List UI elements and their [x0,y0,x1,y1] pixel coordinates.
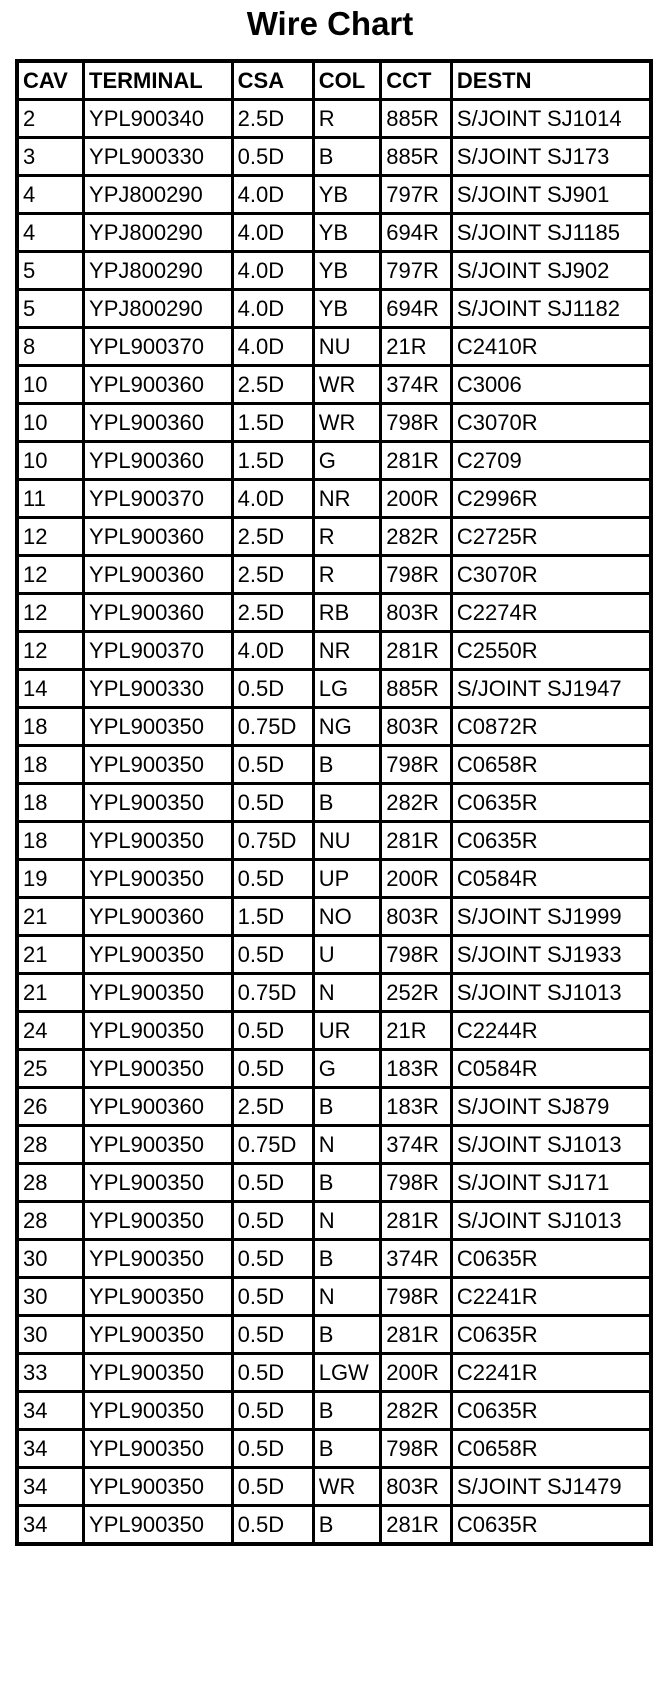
cct-cell: 803R [381,1468,452,1506]
col-cell: R [313,100,381,138]
destn-cell: C3006 [451,366,651,404]
col-cell: WR [313,1468,381,1506]
table-row [17,1012,651,1050]
cav-cell: 18 [17,746,84,784]
cav-cell: 11 [17,480,84,518]
destn-cell: C0658R [451,1430,651,1468]
terminal-cell: YPL900350 [84,860,233,898]
cct-cell: 183R [381,1088,452,1126]
destn-cell: S/JOINT SJ1182 [451,290,651,328]
csa-cell: 0.5D [232,1202,313,1240]
col-cell: YB [313,214,381,252]
col-cell: WR [313,404,381,442]
cct-cell: 885R [381,100,452,138]
terminal-cell: YPL900350 [84,708,233,746]
csa-cell: 0.5D [232,1354,313,1392]
terminal-cell: YPL900360 [84,518,233,556]
cav-cell: 28 [17,1202,84,1240]
terminal-cell: YPL900370 [84,632,233,670]
col-cell: LG [313,670,381,708]
destn-cell: C0635R [451,1506,651,1545]
destn-cell: S/JOINT SJ1013 [451,1126,651,1164]
col-cell: UR [313,1012,381,1050]
csa-cell: 0.5D [232,1316,313,1354]
csa-cell: 0.5D [232,670,313,708]
destn-cell: C2709 [451,442,651,480]
cav-cell: 33 [17,1354,84,1392]
csa-cell: 4.0D [232,176,313,214]
destn-cell: C2410R [451,328,651,366]
csa-cell: 0.5D [232,746,313,784]
terminal-cell: YPL900350 [84,1430,233,1468]
cct-cell: 282R [381,1392,452,1430]
col-cell: NU [313,328,381,366]
terminal-cell: YPL900350 [84,1050,233,1088]
csa-cell: 0.5D [232,1278,313,1316]
csa-cell: 0.5D [232,1506,313,1545]
table-row [17,556,651,594]
cct-cell: 200R [381,1354,452,1392]
terminal-cell: YPJ800290 [84,176,233,214]
cct-cell: 885R [381,138,452,176]
cav-cell: 19 [17,860,84,898]
destn-cell: S/JOINT SJ1013 [451,974,651,1012]
col-cell: WR [313,366,381,404]
col-cell: R [313,518,381,556]
csa-cell: 4.0D [232,252,313,290]
table-body [17,100,651,1545]
col-cell: N [313,1202,381,1240]
csa-cell: 0.5D [232,936,313,974]
csa-cell: 0.5D [232,1240,313,1278]
cct-cell: 797R [381,176,452,214]
csa-cell: 1.5D [232,442,313,480]
csa-cell: 2.5D [232,518,313,556]
table-row [17,366,651,404]
destn-cell: C0584R [451,860,651,898]
cct-cell: 803R [381,708,452,746]
table-row [17,1316,651,1354]
destn-cell: C2550R [451,632,651,670]
destn-cell: C0872R [451,708,651,746]
column-header-cct: CCT [381,61,452,100]
terminal-cell: YPL900350 [84,1354,233,1392]
destn-cell: S/JOINT SJ1185 [451,214,651,252]
cav-cell: 5 [17,290,84,328]
col-cell: NR [313,632,381,670]
terminal-cell: YPJ800290 [84,252,233,290]
csa-cell: 0.5D [232,784,313,822]
terminal-cell: YPL900350 [84,936,233,974]
cav-cell: 28 [17,1126,84,1164]
cct-cell: 183R [381,1050,452,1088]
destn-cell: S/JOINT SJ1999 [451,898,651,936]
table-row [17,822,651,860]
csa-cell: 2.5D [232,1088,313,1126]
col-cell: YB [313,252,381,290]
col-cell: NU [313,822,381,860]
cct-cell: 885R [381,670,452,708]
csa-cell: 4.0D [232,290,313,328]
destn-cell: S/JOINT SJ902 [451,252,651,290]
cct-cell: 374R [381,366,452,404]
column-header-cav: CAV [17,61,84,100]
col-cell: B [313,784,381,822]
table-row [17,1088,651,1126]
col-cell: LGW [313,1354,381,1392]
csa-cell: 0.5D [232,1050,313,1088]
cct-cell: 282R [381,518,452,556]
csa-cell: 4.0D [232,214,313,252]
cct-cell: 797R [381,252,452,290]
csa-cell: 2.5D [232,556,313,594]
destn-cell: C2274R [451,594,651,632]
col-cell: B [313,138,381,176]
table-row [17,1392,651,1430]
col-cell: B [313,1240,381,1278]
csa-cell: 4.0D [232,480,313,518]
cav-cell: 14 [17,670,84,708]
destn-cell: C0635R [451,1240,651,1278]
cct-cell: 21R [381,1012,452,1050]
table-row [17,214,651,252]
terminal-cell: YPL900330 [84,138,233,176]
cav-cell: 12 [17,632,84,670]
csa-cell: 2.5D [232,594,313,632]
col-cell: N [313,1126,381,1164]
cct-cell: 694R [381,290,452,328]
table-row [17,1202,651,1240]
column-header-csa: CSA [232,61,313,100]
cav-cell: 12 [17,556,84,594]
column-header-destn: DESTN [451,61,651,100]
csa-cell: 0.75D [232,708,313,746]
cct-cell: 281R [381,1316,452,1354]
table-row [17,974,651,1012]
cct-cell: 252R [381,974,452,1012]
table-row [17,784,651,822]
cav-cell: 3 [17,138,84,176]
col-cell: B [313,1392,381,1430]
destn-cell: C2725R [451,518,651,556]
terminal-cell: YPL900360 [84,366,233,404]
table-row [17,138,651,176]
cct-cell: 798R [381,1278,452,1316]
destn-cell: C2241R [451,1354,651,1392]
terminal-cell: YPL900360 [84,594,233,632]
column-header-terminal: TERMINAL [84,61,233,100]
cav-cell: 18 [17,784,84,822]
csa-cell: 0.5D [232,1430,313,1468]
cct-cell: 281R [381,442,452,480]
csa-cell: 0.5D [232,1468,313,1506]
destn-cell: S/JOINT SJ171 [451,1164,651,1202]
destn-cell: C0635R [451,1392,651,1430]
table-row [17,176,651,214]
table-row [17,708,651,746]
cav-cell: 10 [17,404,84,442]
terminal-cell: YPL900350 [84,822,233,860]
table-row [17,1164,651,1202]
cav-cell: 5 [17,252,84,290]
cav-cell: 12 [17,518,84,556]
csa-cell: 0.5D [232,1164,313,1202]
terminal-cell: YPL900360 [84,556,233,594]
cct-cell: 798R [381,556,452,594]
csa-cell: 0.5D [232,860,313,898]
cct-cell: 798R [381,936,452,974]
terminal-cell: YPL900360 [84,442,233,480]
destn-cell: C3070R [451,404,651,442]
cct-cell: 200R [381,480,452,518]
terminal-cell: YPJ800290 [84,214,233,252]
table-row [17,1468,651,1506]
terminal-cell: YPL900350 [84,974,233,1012]
cav-cell: 4 [17,176,84,214]
csa-cell: 4.0D [232,328,313,366]
cav-cell: 8 [17,328,84,366]
wire-chart-table [15,59,653,1546]
cct-cell: 21R [381,328,452,366]
terminal-cell: YPL900350 [84,1126,233,1164]
terminal-cell: YPL900330 [84,670,233,708]
col-cell: NR [313,480,381,518]
cav-cell: 21 [17,936,84,974]
csa-cell: 2.5D [232,366,313,404]
csa-cell: 1.5D [232,404,313,442]
terminal-cell: YPL900350 [84,784,233,822]
table-row [17,898,651,936]
cav-cell: 34 [17,1430,84,1468]
terminal-cell: YPL900340 [84,100,233,138]
cct-cell: 281R [381,1202,452,1240]
cct-cell: 281R [381,632,452,670]
destn-cell: C0635R [451,1316,651,1354]
table-row [17,594,651,632]
cav-cell: 26 [17,1088,84,1126]
col-cell: NG [313,708,381,746]
table-row [17,1278,651,1316]
csa-cell: 0.5D [232,138,313,176]
col-cell: G [313,1050,381,1088]
cav-cell: 30 [17,1278,84,1316]
table-row [17,860,651,898]
csa-cell: 0.5D [232,1392,313,1430]
column-header-col: COL [313,61,381,100]
table-row [17,632,651,670]
header-row [17,61,651,100]
col-cell: B [313,1506,381,1545]
cav-cell: 30 [17,1240,84,1278]
cav-cell: 18 [17,822,84,860]
csa-cell: 0.75D [232,822,313,860]
cav-cell: 21 [17,898,84,936]
terminal-cell: YPL900370 [84,480,233,518]
col-cell: YB [313,176,381,214]
col-cell: U [313,936,381,974]
cct-cell: 798R [381,1430,452,1468]
cav-cell: 10 [17,366,84,404]
cct-cell: 281R [381,822,452,860]
terminal-cell: YPL900350 [84,1278,233,1316]
cav-cell: 25 [17,1050,84,1088]
destn-cell: C2244R [451,1012,651,1050]
table-row [17,1506,651,1545]
table-row [17,936,651,974]
terminal-cell: YPL900360 [84,404,233,442]
cct-cell: 374R [381,1126,452,1164]
terminal-cell: YPL900350 [84,1468,233,1506]
cav-cell: 30 [17,1316,84,1354]
table-row [17,328,651,366]
table-row [17,1126,651,1164]
csa-cell: 1.5D [232,898,313,936]
terminal-cell: YPJ800290 [84,290,233,328]
cav-cell: 34 [17,1392,84,1430]
table-row [17,746,651,784]
destn-cell: S/JOINT SJ1013 [451,1202,651,1240]
cct-cell: 798R [381,746,452,784]
col-cell: N [313,1278,381,1316]
terminal-cell: YPL900350 [84,1240,233,1278]
destn-cell: S/JOINT SJ1014 [451,100,651,138]
terminal-cell: YPL900350 [84,1164,233,1202]
destn-cell: C2241R [451,1278,651,1316]
cct-cell: 798R [381,404,452,442]
destn-cell: C0658R [451,746,651,784]
col-cell: B [313,1164,381,1202]
cav-cell: 34 [17,1506,84,1545]
col-cell: UP [313,860,381,898]
terminal-cell: YPL900350 [84,1012,233,1050]
col-cell: R [313,556,381,594]
table-row [17,442,651,480]
cct-cell: 694R [381,214,452,252]
table-row [17,480,651,518]
csa-cell: 4.0D [232,632,313,670]
cav-cell: 28 [17,1164,84,1202]
col-cell: B [313,1430,381,1468]
table-row [17,518,651,556]
destn-cell: S/JOINT SJ1479 [451,1468,651,1506]
col-cell: YB [313,290,381,328]
col-cell: G [313,442,381,480]
destn-cell: C2996R [451,480,651,518]
cct-cell: 282R [381,784,452,822]
cct-cell: 803R [381,594,452,632]
cav-cell: 10 [17,442,84,480]
csa-cell: 0.5D [232,1012,313,1050]
table-row [17,1050,651,1088]
cct-cell: 281R [381,1506,452,1545]
csa-cell: 0.75D [232,1126,313,1164]
table-row [17,404,651,442]
cct-cell: 200R [381,860,452,898]
col-cell: B [313,746,381,784]
terminal-cell: YPL900360 [84,1088,233,1126]
col-cell: RB [313,594,381,632]
page-title: Wire Chart [246,5,414,42]
terminal-cell: YPL900350 [84,1202,233,1240]
destn-cell: C3070R [451,556,651,594]
destn-cell: S/JOINT SJ901 [451,176,651,214]
terminal-cell: YPL900350 [84,1506,233,1545]
terminal-cell: YPL900360 [84,898,233,936]
destn-cell: C0635R [451,822,651,860]
destn-cell: S/JOINT SJ173 [451,138,651,176]
col-cell: N [313,974,381,1012]
table-row [17,1240,651,1278]
table-row [17,1430,651,1468]
table-header [17,61,651,100]
destn-cell: S/JOINT SJ879 [451,1088,651,1126]
destn-cell: C0584R [451,1050,651,1088]
cav-cell: 12 [17,594,84,632]
cav-cell: 34 [17,1468,84,1506]
terminal-cell: YPL900350 [84,1316,233,1354]
terminal-cell: YPL900350 [84,746,233,784]
cav-cell: 24 [17,1012,84,1050]
cav-cell: 18 [17,708,84,746]
cct-cell: 803R [381,898,452,936]
cct-cell: 798R [381,1164,452,1202]
table-row [17,1354,651,1392]
cav-cell: 2 [17,100,84,138]
table-row [17,290,651,328]
table-row [17,252,651,290]
cav-cell: 21 [17,974,84,1012]
col-cell: NO [313,898,381,936]
col-cell: B [313,1088,381,1126]
destn-cell: C0635R [451,784,651,822]
csa-cell: 0.75D [232,974,313,1012]
destn-cell: S/JOINT SJ1947 [451,670,651,708]
table-row [17,670,651,708]
cav-cell: 4 [17,214,84,252]
table-row [17,100,651,138]
csa-cell: 2.5D [232,100,313,138]
cct-cell: 374R [381,1240,452,1278]
terminal-cell: YPL900350 [84,1392,233,1430]
col-cell: B [313,1316,381,1354]
destn-cell: S/JOINT SJ1933 [451,936,651,974]
terminal-cell: YPL900370 [84,328,233,366]
